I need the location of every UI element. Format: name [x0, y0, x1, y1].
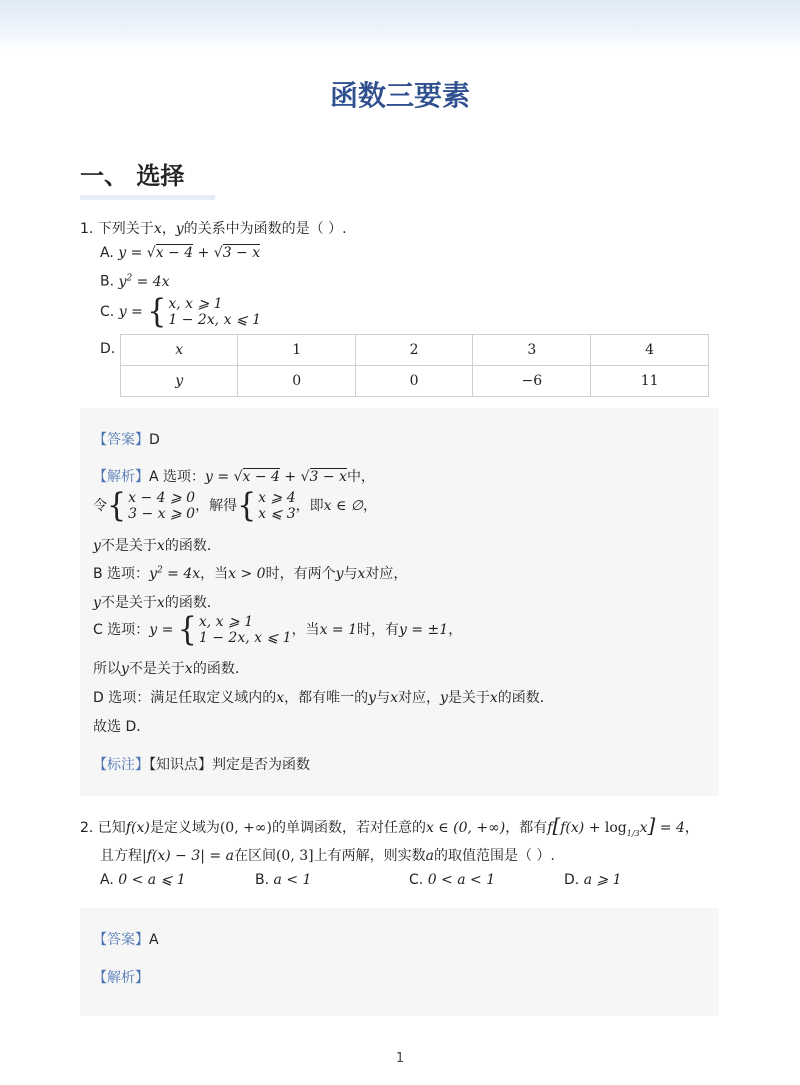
a1-text: 不是关于	[100, 538, 157, 554]
table-cell: −6	[473, 366, 591, 397]
a1-var: x	[184, 661, 193, 677]
a1-text: 不是关于	[128, 661, 185, 677]
a1-formula: y =	[149, 622, 178, 638]
q1-stem-suffix: 的关系中为函数的是（ ）.	[183, 221, 347, 237]
q1-option-c-label: C.	[100, 304, 115, 320]
answer-value: A	[149, 932, 159, 948]
q2-text: 上有两解，则实数	[313, 848, 426, 864]
a1-var: y	[93, 595, 101, 611]
q1-option-a-formula: y = √x − 4 + √3 − x	[118, 245, 261, 261]
a1-text: C 选项：	[93, 622, 150, 638]
q2-option-d-label: D.	[564, 872, 580, 888]
section-title: 一、 选择	[80, 162, 185, 190]
q1-option-b-formula: $y^2 = 4x$	[118, 273, 170, 290]
a1-cases: x ⩾ 4 x ⩽ 3	[258, 490, 296, 522]
q2-formula: |f(x) − 3| = a	[142, 848, 234, 864]
brace-icon: {	[107, 486, 127, 525]
table-cell: 3	[473, 335, 591, 366]
q1-option-b-label: B.	[100, 273, 115, 290]
q2-option-d	[564, 872, 622, 888]
a1-cases: x, x ⩾ 1 1 − 2x, x ⩽ 1	[198, 614, 292, 646]
a1-text: 是关于	[447, 690, 490, 706]
a1-text: ，即	[295, 498, 324, 514]
q2-formula: (0, 3]	[275, 848, 314, 864]
q1-option-b	[100, 273, 170, 290]
a1-text: 对应，	[397, 690, 440, 706]
q2-text: 的取值范围是（ ）.	[433, 848, 555, 864]
a1-text: 令	[93, 498, 107, 514]
a1-line-9: 故选 D．	[93, 719, 151, 735]
q2-formula: $f[f(x) + \log_{1/3}x] = 4$	[547, 813, 685, 838]
q1-sep: ，	[161, 221, 176, 237]
q2-option-b-label: B.	[255, 872, 270, 888]
question-2-line-2	[100, 845, 555, 865]
note-tag: 【标注】	[93, 757, 149, 773]
q1-option-c-cases: x, x ⩾ 1 1 − 2x, x ⩽ 1	[168, 296, 262, 328]
answer-box-2	[80, 908, 719, 1016]
a2-answer	[93, 929, 159, 949]
a1-line-5	[93, 592, 221, 612]
a1-var: x	[390, 690, 398, 706]
a2-analysis	[93, 967, 149, 987]
table-cell: 0	[355, 366, 472, 397]
q2-option-a-formula: 0 < a ⩽ 1	[118, 872, 186, 888]
q1-option-a-label: A.	[100, 245, 114, 261]
a1-note	[93, 754, 310, 774]
a1-var: x	[489, 690, 498, 706]
answer-tag: 【答案】	[93, 932, 149, 948]
a1-line-6	[93, 610, 463, 649]
page-number: 1	[395, 1051, 405, 1066]
brace-icon: {	[177, 610, 197, 649]
analysis-tag: 【解析】	[93, 970, 149, 986]
table-row	[121, 366, 709, 397]
q2-option-a	[100, 872, 186, 888]
a1-var: y	[439, 690, 448, 706]
q2-text: 的单调函数，若对任意的	[271, 820, 426, 836]
q2-option-d-formula: a ⩾ 1	[583, 872, 622, 888]
a1-text: 所以	[93, 661, 121, 677]
q2-option-b-formula: a < 1	[273, 872, 312, 888]
header-band	[0, 0, 800, 52]
note-text: 【知识点】判定是否为函数	[149, 757, 310, 773]
a1-cases: x − 4 ⩾ 0 3 − x ⩾ 0	[128, 490, 196, 522]
a1-text: ，当	[291, 622, 320, 638]
a1-text: D 选项：满足任取定义域内的	[93, 690, 277, 706]
q1-option-a	[100, 245, 260, 261]
a1-var: x	[156, 595, 165, 611]
table-cell: 1	[238, 335, 355, 366]
question-1-stem	[80, 218, 347, 238]
a1-formula: x > 0	[228, 566, 266, 582]
q2-text: 且方程	[100, 848, 142, 864]
q2-text: 是定义域为	[149, 820, 220, 836]
q2-text: 在区间	[233, 848, 276, 864]
q2-option-c-formula: 0 < a < 1	[427, 872, 496, 888]
a1-text: A 选项：	[149, 469, 206, 485]
q1-var-y: y	[175, 221, 184, 237]
a1-line-4	[93, 563, 407, 583]
a1-var: y	[368, 690, 377, 706]
table-cell: 11	[591, 366, 709, 397]
section-underline	[80, 195, 215, 200]
q1-option-d-label: D.	[100, 341, 116, 357]
document-title: 函数三要素	[329, 79, 470, 112]
brace-icon: {	[237, 486, 257, 525]
question-2-line-1	[80, 813, 699, 838]
a1-answer	[93, 429, 160, 449]
table-row	[121, 335, 709, 366]
a1-text: 的函数．	[192, 661, 249, 677]
a1-var: y	[93, 538, 101, 554]
q2-text: ，	[684, 820, 699, 836]
q1-var-x: x	[153, 221, 162, 237]
a1-text: ，	[362, 498, 377, 514]
a1-formula: y = √x − 4 + √3 − x	[205, 469, 347, 485]
a1-text: 中，	[346, 469, 375, 485]
a1-text: ，当	[200, 566, 229, 582]
table-cell: 4	[591, 335, 709, 366]
a1-var: x	[276, 690, 285, 706]
a1-line-3	[93, 535, 221, 555]
q1-option-c	[100, 292, 262, 331]
a1-text: 的函数．	[164, 595, 221, 611]
a1-formula: $y^2 = 4x$	[149, 565, 201, 582]
a1-var: x	[357, 566, 366, 582]
a1-text: ，都有唯一的	[284, 690, 369, 706]
q2-text: 2. 已知	[80, 820, 126, 836]
a1-line-7	[93, 658, 249, 678]
a1-text: 与	[343, 566, 358, 582]
a1-line-2	[93, 486, 377, 525]
table-cell: x	[121, 335, 238, 366]
analysis-tag: 【解析】	[93, 469, 149, 485]
q2-formula: f(x)	[125, 820, 150, 836]
a1-formula: y = ±1	[399, 622, 449, 638]
a1-text: 与	[376, 690, 391, 706]
brace-icon: {	[147, 292, 167, 331]
answer-value: D	[149, 432, 160, 448]
a1-line-1	[93, 466, 375, 486]
q2-option-c-label: C.	[409, 872, 424, 888]
a1-text: 不是关于	[100, 595, 157, 611]
q1-option-d	[100, 341, 115, 357]
q2-option-a-label: A.	[100, 872, 114, 888]
table-cell: 2	[355, 335, 472, 366]
q2-text: ，都有	[505, 820, 548, 836]
q2-option-b	[255, 872, 311, 888]
a1-text: ，	[448, 622, 463, 638]
q2-formula: (0, +∞)	[219, 820, 272, 836]
q2-var: a	[425, 848, 434, 864]
q1-stem-prefix: 1. 下列关于	[80, 221, 154, 237]
a1-text: 的函数．	[164, 538, 221, 554]
q1-value-table	[120, 334, 709, 397]
a1-formula: x = 1	[319, 622, 357, 638]
a1-var: y	[121, 661, 129, 677]
a1-text: 对应，	[365, 566, 408, 582]
a1-var: x	[156, 538, 165, 554]
q2-option-c	[409, 872, 495, 888]
table-cell: 0	[238, 366, 355, 397]
a1-text: B 选项：	[93, 566, 150, 582]
a1-text: ，解得	[195, 498, 238, 514]
a1-text: 时，有	[357, 622, 399, 638]
q1-option-c-formula: y =	[118, 304, 148, 320]
a1-var: y	[335, 566, 344, 582]
answer-tag: 【答案】	[93, 432, 149, 448]
a1-line-8	[93, 687, 554, 707]
a1-text: 的函数．	[497, 690, 554, 706]
a1-text: 时，有两个	[265, 566, 336, 582]
table-cell: y	[121, 366, 238, 397]
a1-formula: x ∈ ∅	[323, 498, 363, 514]
q2-formula: x ∈ (0, +∞)	[425, 820, 506, 836]
